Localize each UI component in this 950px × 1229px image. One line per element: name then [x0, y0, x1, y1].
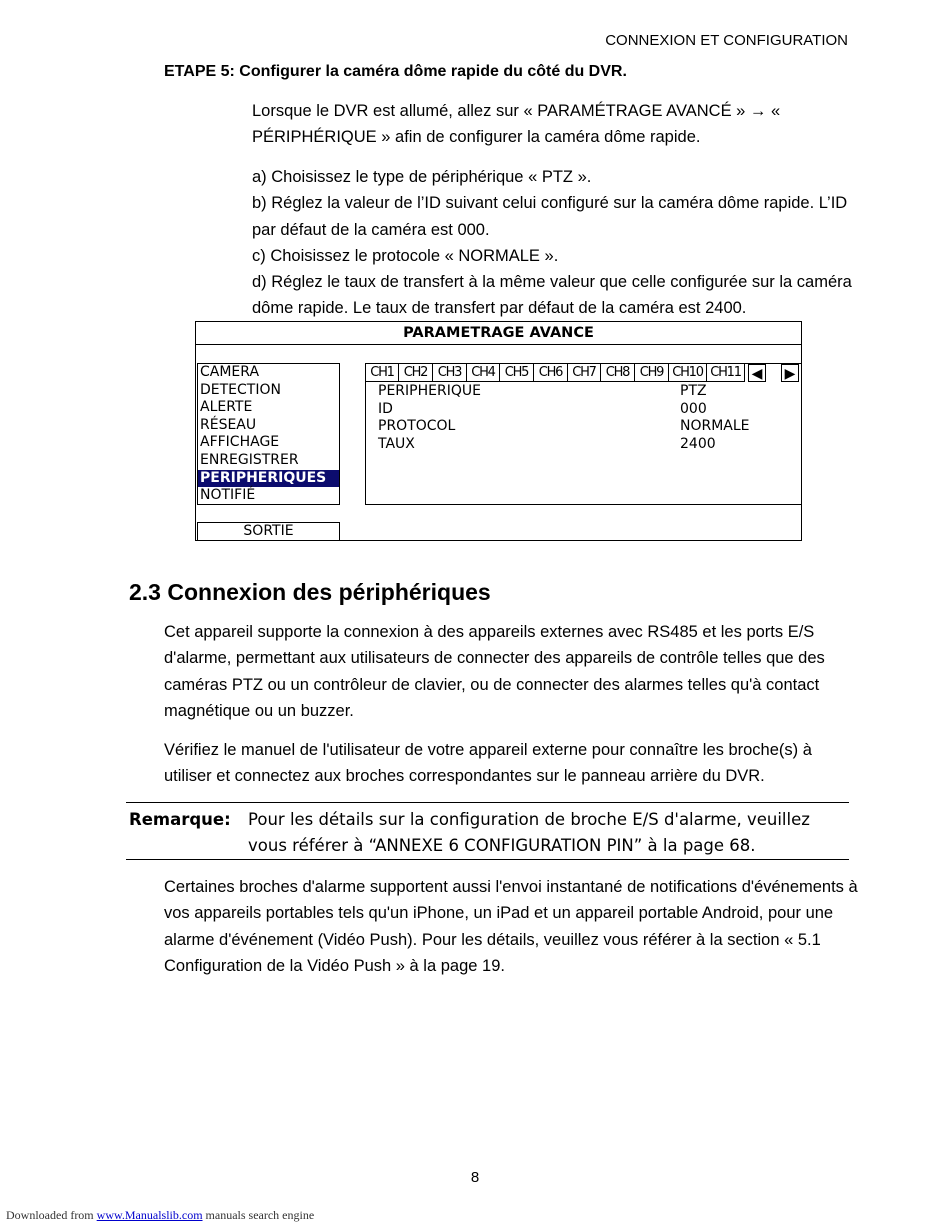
- channel-tabs: [366, 364, 745, 382]
- menu-item-reseau[interactable]: RÉSEAU: [200, 416, 257, 433]
- manualslib-link[interactable]: www.Manualslib.com: [96, 1208, 203, 1222]
- menu-item-affichage[interactable]: AFFICHAGE: [200, 434, 280, 451]
- instruction-c: c) Choisissez le protocole « NORMALE ».: [252, 246, 559, 265]
- menu-item-notifie[interactable]: NOTIFIÉ: [200, 487, 256, 504]
- step-intro: Lorsque le DVR est allumé, allez sur « PARAMÉTRAGE AVANCÉ » → « PÉRIPHÉRIQUE » afin de configurer la caméra dôme rapide.: [252, 102, 781, 147]
- tab-ch11[interactable]: CH11: [707, 364, 745, 382]
- setting-label-protocol: PROTOCOL: [378, 418, 456, 435]
- instruction-a: a) Choisissez le type de périphérique « PTZ ».: [252, 168, 592, 186]
- instruction-d: d) Réglez le taux de transfert à la même valeur que celle configurée sur la caméra dôme rapide. Le taux de transfert par défaut de la caméra est 2400.: [252, 273, 852, 318]
- setting-value-id[interactable]: 000: [680, 400, 707, 417]
- tab-ch9[interactable]: CH9: [635, 364, 669, 382]
- section-paragraph-3: Certaines broches d'alarme supportent aussi l'envoi instantané de notifications d'événements à vos appareils portables tels qu'un iPhone, un iPad et un appareil portable Android, pour une alarme d'événement (Vidéo Push). Pour les détails, veuillez vous référer à la section « 5.1 Configuration de la Vidéo Push » à la page 19.: [164, 878, 858, 975]
- menu-item-detection[interactable]: DETECTION: [200, 381, 281, 398]
- tab-ch2[interactable]: CH2: [399, 364, 433, 382]
- note-bottom-rule: [126, 859, 849, 860]
- download-footer: [6, 1208, 314, 1223]
- tab-ch3[interactable]: CH3: [433, 364, 467, 382]
- exit-button[interactable]: SORTIE: [197, 522, 340, 541]
- menu-item-enregistrer[interactable]: ENREGISTRER: [200, 451, 299, 468]
- tab-ch7[interactable]: CH7: [568, 364, 601, 382]
- setting-value-protocol[interactable]: NORMALE: [680, 418, 750, 435]
- note-label: Remarque:: [129, 810, 231, 829]
- settings-values: [680, 383, 790, 453]
- device-settings-panel: [365, 363, 802, 505]
- note-top-rule: [126, 802, 849, 803]
- setting-label-id: ID: [378, 400, 393, 417]
- tab-ch4[interactable]: CH4: [467, 364, 500, 382]
- tab-ch10[interactable]: CH10: [669, 364, 707, 382]
- tab-ch8[interactable]: CH8: [601, 364, 635, 382]
- menu-item-peripheriques[interactable]: PERIPHERIQUES: [198, 470, 339, 488]
- tab-ch6[interactable]: CH6: [534, 364, 568, 382]
- settings-labels: [378, 383, 658, 453]
- setting-value-peripherique[interactable]: PTZ: [680, 383, 707, 399]
- dvr-menu-screenshot: [195, 321, 802, 541]
- section-paragraph-1: Cet appareil supporte la connexion à des appareils externes avec RS485 et les ports E/S d'alarme, permettant aux utilisateurs de connecter des appareils de contrôle telles que des caméras PTZ ou un contrôleur de clavier, ou de connecter des alarmes telles qu'à contact magnétique ou un buzzer.: [164, 623, 825, 720]
- footer-suffix: manuals search engine: [205, 1208, 315, 1222]
- arrow-left-icon[interactable]: ◀: [748, 364, 766, 382]
- tab-ch5[interactable]: CH5: [500, 364, 534, 382]
- setting-value-taux[interactable]: 2400: [680, 435, 716, 452]
- instruction-b: b) Réglez la valeur de l’ID suivant celui configuré sur la caméra dôme rapide. L’ID par défaut de la caméra est 000.: [252, 194, 848, 239]
- section-paragraph-2: Vérifiez le manuel de l'utilisateur de votre appareil externe pour connaître les broche(s) à utiliser et connectez aux broches correspondantes sur le panneau arrière du DVR.: [164, 741, 812, 786]
- step-instructions: [252, 164, 858, 322]
- section-title: 2.3 Connexion des périphériques: [129, 579, 491, 605]
- step-title: ETAPE 5: Configurer la caméra dôme rapide du côté du DVR.: [164, 63, 627, 80]
- note-text: Pour les détails sur la configuration de broche E/S d'alarme, veuillez vous référer à “ANNEXE 6 CONFIGURATION PIN” à la page 68.: [248, 810, 810, 855]
- page-number: 8: [470, 1169, 480, 1186]
- arrow-right-icon[interactable]: ▶: [781, 364, 799, 382]
- footer-prefix: Downloaded from: [6, 1208, 94, 1222]
- dvr-menu-list: [197, 363, 340, 505]
- dvr-menu-title: PARAMETRAGE AVANCE: [196, 322, 801, 345]
- menu-item-alerte[interactable]: ALERTE: [200, 399, 253, 416]
- tab-ch1[interactable]: CH1: [366, 364, 399, 382]
- setting-label-taux: TAUX: [378, 435, 415, 452]
- running-header: CONNEXION ET CONFIGURATION: [605, 32, 848, 49]
- setting-label-peripherique: PERIPHERIQUE: [378, 383, 481, 399]
- menu-item-camera[interactable]: CAMERA: [200, 364, 260, 380]
